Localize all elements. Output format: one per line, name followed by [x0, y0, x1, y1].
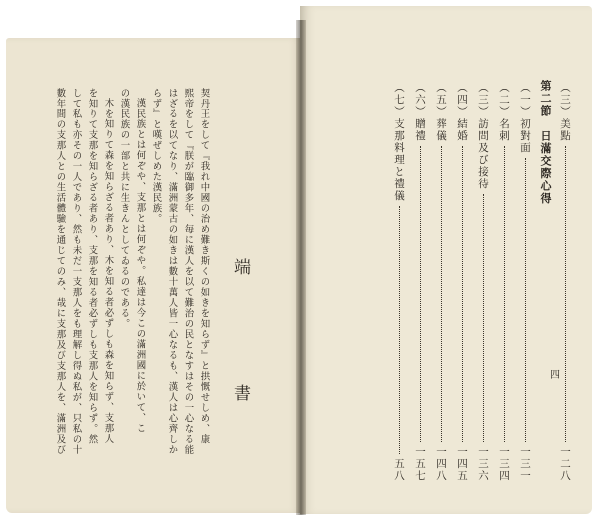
book-gutter	[296, 20, 306, 515]
preface-line-6: の漢民族の一部と共に生きんとしてゐるのである。	[118, 88, 130, 330]
preface-line-4: らず』と嘆ぜしめた漢民族。	[150, 88, 162, 225]
toc-item: （六）贈禮 一五七	[414, 82, 426, 482]
preface-line-3: はざるを以てなり、滿洲蒙古の如きは數十萬人皆一心なるも、漢人は心齊しか	[166, 88, 178, 456]
preface-line-7: 木を知りて森を知らざる者あり、木を知る者必ずしも森を知らず、支那人	[102, 98, 114, 445]
toc-item: （二）名刺 一三四	[498, 82, 510, 482]
preface-line-1: 契丹王をして『我れ中國の治め難き斯くの如きを知らず』と拱慨せしめ、康	[198, 88, 210, 445]
section-title: 第二節 日滿交際心得	[539, 80, 552, 205]
toc-item: （五）葬儀 一四八	[435, 82, 447, 482]
toc-item: （三）美點 一二八	[559, 82, 571, 482]
toc-item: （三）訪問及び接待 一三六	[477, 82, 489, 482]
preface-line-2: 熙帝をして『朕が臨御多年、毎に漢人を以て難治の民となすはその一心なる能	[182, 88, 194, 456]
preface-line-5: 漢民族とは何ぞや、支那とは何ぞや。私達は今この滿洲國に於いて、こ	[134, 98, 146, 434]
toc-item: （七）支那料理と禮儀 五八	[393, 82, 405, 482]
toc-item: （一）初對面 一三一	[519, 82, 531, 482]
preface-line-9: して私も亦その一人であり、然も未だ一支那人をも理解し得ぬ私が、只私の十	[70, 88, 82, 456]
preface-heading: 端 書	[230, 258, 250, 447]
toc-item: （四）結婚 一四五	[456, 82, 468, 482]
page-number: 四	[550, 370, 560, 381]
preface-line-10: 數年間の支那人との生活體驗を通じてのみ、哉に支那及び支那人を、滿洲及び	[54, 88, 66, 456]
preface-line-8: を知りて支那を知らざる者あり、支那を知る者必ずしも支那人を知らず。然	[86, 88, 98, 445]
